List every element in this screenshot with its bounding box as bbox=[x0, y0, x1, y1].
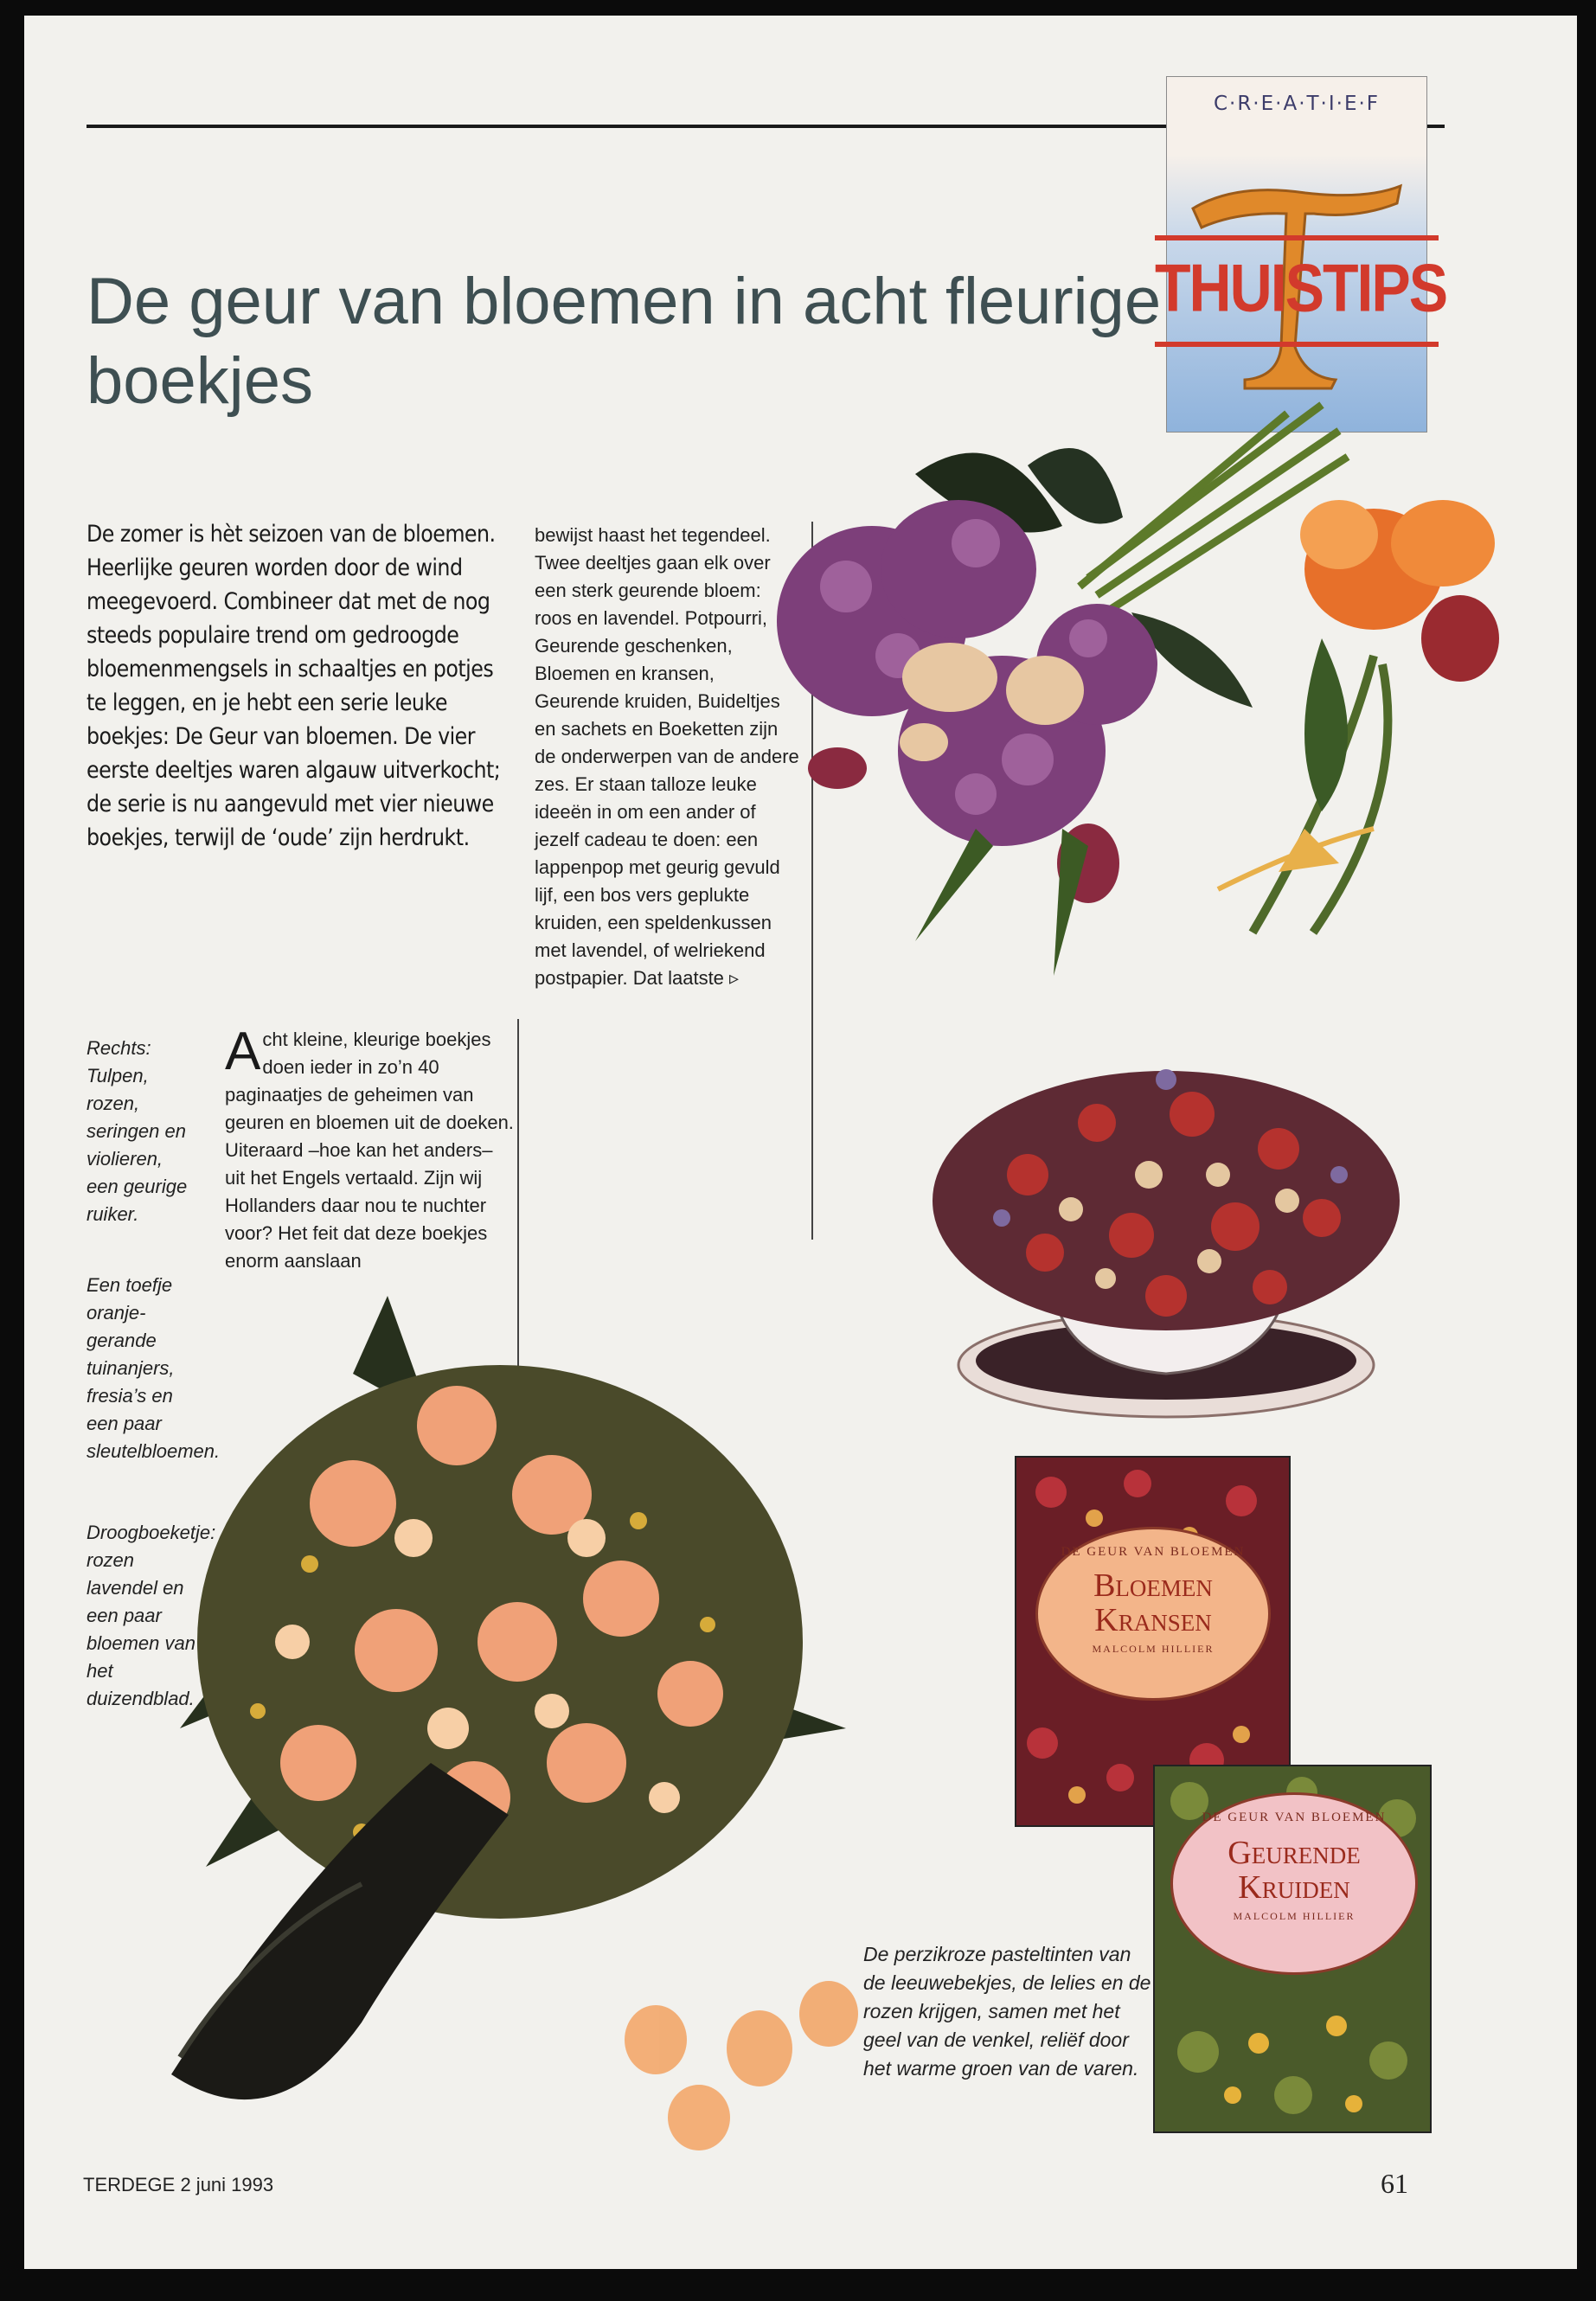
dried-flower-bowl-photo bbox=[907, 1002, 1408, 1434]
book-2-title-oval bbox=[1170, 1792, 1418, 1975]
headline: De geur van bloemen in acht fleurige boekjes bbox=[87, 265, 1162, 418]
book-1-title-line1: Bloemen bbox=[1093, 1567, 1213, 1604]
book-1-title-line2: Kransen bbox=[1094, 1602, 1212, 1638]
caption-droogboeketje: Droogboeketje: rozen lavendel en een paar bloemen van het duizendblad. bbox=[87, 1522, 216, 1709]
book-1-title-oval bbox=[1035, 1527, 1271, 1701]
book-2-title-line1: Geurende bbox=[1227, 1835, 1361, 1871]
body-column-1-text: cht kleine, kleurige boekjes doen ieder in zo’n 40 paginaatjes de geheimen van geuren en bloemen uit de doeken. Uiteraard –hoe kan het anders– uit het Engels vertaald. Zijn wij Hollanders daar nou te nuchter voor? Het feit dat deze boekjes enorm aanslaan bbox=[225, 1029, 514, 1272]
orange-bouquet bbox=[1218, 500, 1499, 933]
book-1-series: DE GEUR VAN BLOEMEN bbox=[1061, 1545, 1246, 1559]
badge-title: THUISTIPS bbox=[1155, 250, 1447, 326]
caption-toefje: Een toefje oranje-gerande tuinanjers, fresia’s en een paar sleutelbloemen. bbox=[87, 1274, 221, 1462]
peach-bouquet-photo bbox=[102, 1279, 967, 2195]
intro-paragraph: De zomer is hèt seizoen van de bloemen. Heerlijke geuren worden door de wind meegevoerd. Combineer dat met de nog steeds populaire trend om gedroogde bloemenmengsels in schaaltjes en potjes te leggen, en je hebt een serie leuke boekjes: De Geur van bloemen. De vier eerste deeltjes waren algauw uitverkocht; de serie is nu aangevuld met vier nieuwe boekjes, terwijl de ‘oude’ zijn herdrukt. bbox=[87, 521, 501, 851]
badge-bar-bottom bbox=[1155, 342, 1439, 347]
body-column-2: bewijst haast het tegendeel. Twee deeltjes gaan elk over een sterk geurende bloem: roos en lavendel. Potpourri, Geurende geschenken, Bloemen en kransen, Geurende kruiden, Buideltjes en sachets en Boeketten zijn de onderwerpen van de andere zes. Er staan talloze leuke ideeën in om een ander of jezelf cadeau te doen: een lappenpop met geurig gevuld lijf, een bos vers geplukte kruiden, een speldenkussen met lavendel, of welriekend postpapier. Dat laatste ▹ bbox=[535, 524, 799, 989]
body-column-1 bbox=[225, 1022, 515, 1275]
book-1-author: MALCOLM HILLIER bbox=[1092, 1643, 1215, 1655]
caption-bottom: De perzikroze pasteltinten van de leeuwebekjes, de lelies en de rozen krijgen, samen met het geel van de venkel, reliëf door het warme groen van de varen. bbox=[863, 1943, 1151, 2080]
loose-petals bbox=[625, 1981, 858, 2150]
book-cover-geurende-kruiden bbox=[1153, 1765, 1432, 2133]
drop-cap: A bbox=[225, 1022, 261, 1081]
caption-rechts: Rechts: Tulpen, rozen, seringen en violieren, een geurige ruiker. bbox=[87, 1037, 188, 1225]
book-2-author: MALCOLM HILLIER bbox=[1233, 1910, 1356, 1922]
badge-top-label: C·R·E·A·T·I·E·F bbox=[1213, 93, 1381, 115]
badge-bar-top bbox=[1155, 235, 1439, 240]
page-number: 61 bbox=[1381, 2168, 1408, 2199]
book-2-title-line2: Kruiden bbox=[1238, 1869, 1350, 1906]
magazine-page bbox=[24, 16, 1577, 2269]
tulip-lilac-bouquet-photo bbox=[716, 379, 1547, 1002]
footer-source: TERDEGE 2 juni 1993 bbox=[83, 2174, 274, 2195]
book-2-series: DE GEUR VAN BLOEMEN bbox=[1202, 1811, 1387, 1824]
